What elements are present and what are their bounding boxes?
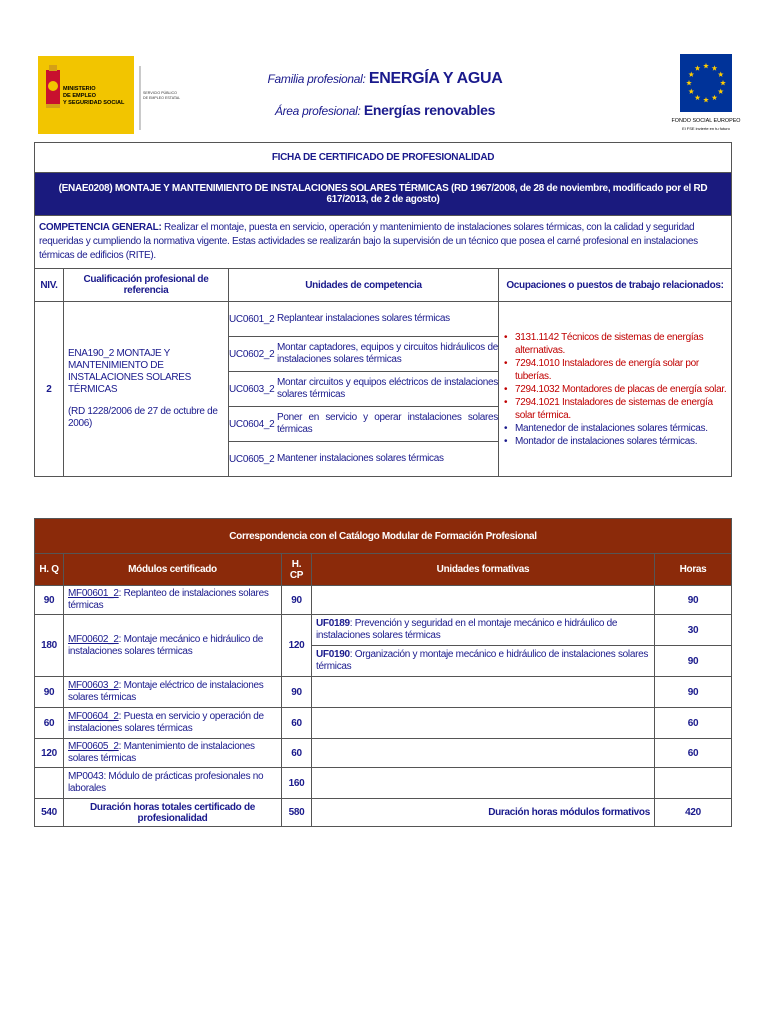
modulo-desc: : Módulo de prácticas profesionales no laborales xyxy=(68,771,264,794)
total-modulos-label: Duración horas módulos formativos xyxy=(312,799,655,827)
table-row xyxy=(35,586,732,615)
uf-cell xyxy=(312,677,655,708)
hcp-value: 60 xyxy=(282,739,312,768)
familia-label: Familia profesional: xyxy=(267,72,366,86)
uc-desc: Replantear instalaciones solares térmicas xyxy=(277,302,498,337)
header-hq: H. Q xyxy=(35,554,64,586)
totals-row xyxy=(35,799,732,827)
uc-desc: Montar captadores, equipos y circuitos hidráulicos de instalaciones solares térmicas xyxy=(277,337,498,372)
total-hcp: 580 xyxy=(282,799,312,827)
header-modulos: Módulos certificado xyxy=(64,554,282,586)
cualificacion-name: ENA190_2 MONTAJE Y MANTENIMIENTO DE INSTALACIONES SOLARES TÉRMICAS xyxy=(68,348,191,395)
fondo-line-1: FONDO SOCIAL EUROPEO xyxy=(671,118,741,124)
servicio-line-2: DE EMPLEO ESTATAL xyxy=(143,96,181,100)
area-profesional xyxy=(200,102,570,118)
header-unidades: Unidades de competencia xyxy=(229,269,499,302)
hcp-value: 120 xyxy=(282,615,312,677)
unidades-competencia-cell xyxy=(229,302,499,477)
header-niv: NIV. xyxy=(35,269,64,302)
table-row xyxy=(35,768,732,799)
horas-value: 30 xyxy=(655,615,732,646)
modulo-code: MF00601_2 xyxy=(68,588,119,599)
ministerio-line-2: DE EMPLEO xyxy=(63,93,96,99)
cualificacion-cell xyxy=(64,302,229,477)
uc-row xyxy=(229,442,498,477)
correspondencia-table xyxy=(34,518,732,827)
hq-value: 60 xyxy=(35,708,64,739)
hcp-value: 90 xyxy=(282,677,312,708)
fondo-social-europeo-logo xyxy=(672,54,740,138)
ficha-title: FICHA DE CERTIFICADO DE PROFESIONALIDAD xyxy=(35,143,732,173)
uc-code: UC0601_2 xyxy=(229,302,277,337)
modulo-cell xyxy=(64,677,282,708)
total-horas: 420 xyxy=(655,799,732,827)
familia-value: ENERGÍA Y AGUA xyxy=(368,70,503,87)
uc-code: UC0604_2 xyxy=(229,407,277,442)
modulo-desc: : Mantenimiento de instalaciones solares térmicas xyxy=(68,741,255,764)
ocupacion-item: • 7294.1032 Montadores de placas de energía solar. xyxy=(515,383,727,396)
fondo-line-2: El FSE invierte en tu futuro xyxy=(682,126,730,131)
modulo-cell xyxy=(64,768,282,799)
uc-code: UC0605_2 xyxy=(229,453,275,465)
hq-value: 90 xyxy=(35,677,64,708)
hcp-value: 60 xyxy=(282,708,312,739)
hq-value: 90 xyxy=(35,586,64,615)
servicio-line-1: SERVICIO PÚBLICO xyxy=(143,91,177,95)
uc-row xyxy=(229,407,498,442)
header-unidades-formativas: Unidades formativas xyxy=(312,554,655,586)
nivel-value: 2 xyxy=(35,302,64,477)
horas-value xyxy=(655,768,732,799)
table-row xyxy=(35,677,732,708)
modulo-cell xyxy=(64,586,282,615)
ficha-certificado-table xyxy=(34,142,732,477)
hq-value: 180 xyxy=(35,615,64,677)
ocupaciones-list xyxy=(503,331,727,448)
ocupacion-item: • Mantenedor de instalaciones solares térmicas. xyxy=(515,422,727,435)
ocupacion-item: • 7294.1021 Instaladores de sistemas de energía solar térmica. xyxy=(515,396,727,422)
total-certificado-label: Duración horas totales certificado de profesionalidad xyxy=(64,799,282,827)
table-row xyxy=(35,615,732,646)
competencia-general xyxy=(35,216,732,269)
modulo-desc: : Replanteo de instalaciones solares térmicas xyxy=(68,588,269,611)
uc-desc: Poner en servicio y operar instalaciones solares térmicas xyxy=(277,407,498,442)
uf-code: UF0189 xyxy=(316,618,350,629)
page-header xyxy=(0,0,768,140)
area-value: Energías renovables xyxy=(363,102,496,118)
ficha-subtitle: (ENAE0208) MONTAJE Y MANTENIMIENTO DE INSTALACIONES SOLARES TÉRMICAS (RD 1967/2008, de 28 de noviembre, modificado por el RD 617/2013, de 2 de agosto) xyxy=(35,173,732,216)
modulo-desc: : Montaje mecánico e hidráulico de instalaciones solares térmicas xyxy=(68,633,264,657)
hq-value: 120 xyxy=(35,739,64,768)
header-horas: Horas xyxy=(655,554,732,586)
table-row xyxy=(35,739,732,768)
ocupacion-item: • 3131.1142 Técnicos de sistemas de energías alternativas. xyxy=(515,331,727,357)
horas-value: 60 xyxy=(655,739,732,768)
modulo-cell xyxy=(64,708,282,739)
modulo-code: MP0043 xyxy=(68,771,104,782)
ministerio-line-1: MINISTERIO xyxy=(63,86,96,92)
modulo-cell xyxy=(64,615,282,677)
uf-cell xyxy=(312,615,655,646)
uf-cell xyxy=(312,708,655,739)
header-hcp: H. CP xyxy=(282,554,312,586)
hcp-value: 90 xyxy=(282,586,312,615)
uf-cell xyxy=(312,586,655,615)
ocupacion-item: • 7294.1010 Instaladores de energía solar por tuberías. xyxy=(515,357,727,383)
modulo-code: MF00605_2 xyxy=(68,741,119,752)
competencia-label: COMPETENCIA GENERAL: xyxy=(39,222,162,233)
modulo-code: MF00602_2 xyxy=(68,633,119,645)
uf-cell xyxy=(312,768,655,799)
uc-row xyxy=(229,337,498,372)
familia-profesional xyxy=(200,70,570,88)
modulo-code: MF00603_2 xyxy=(68,680,119,691)
uf-cell xyxy=(312,646,655,677)
horas-value: 90 xyxy=(655,677,732,708)
horas-value: 90 xyxy=(655,646,732,677)
unidades-competencia-list xyxy=(229,302,498,476)
area-label: Área profesional: xyxy=(274,104,361,118)
total-hq: 540 xyxy=(35,799,64,827)
ocupaciones-cell xyxy=(499,302,732,477)
uc-desc: Montar circuitos y equipos eléctricos de instalaciones solares térmicas xyxy=(277,372,498,407)
uf-desc: : Prevención y seguridad en el montaje mecánico e hidráulico de instalaciones solares térmicas xyxy=(316,618,618,641)
uf-code: UF0190 xyxy=(316,649,350,660)
hcp-value: 160 xyxy=(282,768,312,799)
header-ocupaciones: Ocupaciones o puestos de trabajo relacionados: xyxy=(499,269,732,302)
hq-value xyxy=(35,768,64,799)
modulo-desc: : Puesta en servicio y operación de instalaciones solares térmicas xyxy=(68,711,264,734)
horas-value: 60 xyxy=(655,708,732,739)
cualificacion-rd: (RD 1228/2006 de 27 de octubre de 2006) xyxy=(68,406,218,429)
horas-value: 90 xyxy=(655,586,732,615)
uc-desc: Mantener instalaciones solares térmicas xyxy=(277,453,444,464)
header-cualificacion: Cualificación profesional de referencia xyxy=(64,269,229,302)
correspondencia-title: Correspondencia con el Catálogo Modular de Formación Profesional xyxy=(35,519,732,554)
competencia-text: Realizar el montaje, puesta en servicio, operación y mantenimiento de instalaciones solares térmicas, con la calidad y seguridad requeridas y cumpliendo la normativa vigente. Estas actividades se realizarán bajo la supervisión de un técnico que posea el carné profesional en instalaciones térmicas de edificios (RITE). xyxy=(39,222,698,261)
modulo-desc: : Montaje eléctrico de instalaciones solares térmicas xyxy=(68,680,264,703)
ocupacion-item: • Montador de instalaciones solares térmicas. xyxy=(515,435,727,448)
ministerio-line-3: Y SEGURIDAD SOCIAL xyxy=(63,100,125,106)
table-row xyxy=(35,708,732,739)
modulo-code: MF00604_2 xyxy=(68,711,119,722)
ministerio-empleo-logo xyxy=(38,56,181,134)
uc-row xyxy=(229,372,498,407)
uf-cell xyxy=(312,739,655,768)
uc-code: UC0603_2 xyxy=(229,372,277,407)
modulo-cell xyxy=(64,739,282,768)
uc-row xyxy=(229,302,498,337)
uf-desc: : Organización y montaje mecánico e hidráulico de instalaciones solares térmicas xyxy=(316,649,649,672)
uc-code: UC0602_2 xyxy=(229,337,277,372)
